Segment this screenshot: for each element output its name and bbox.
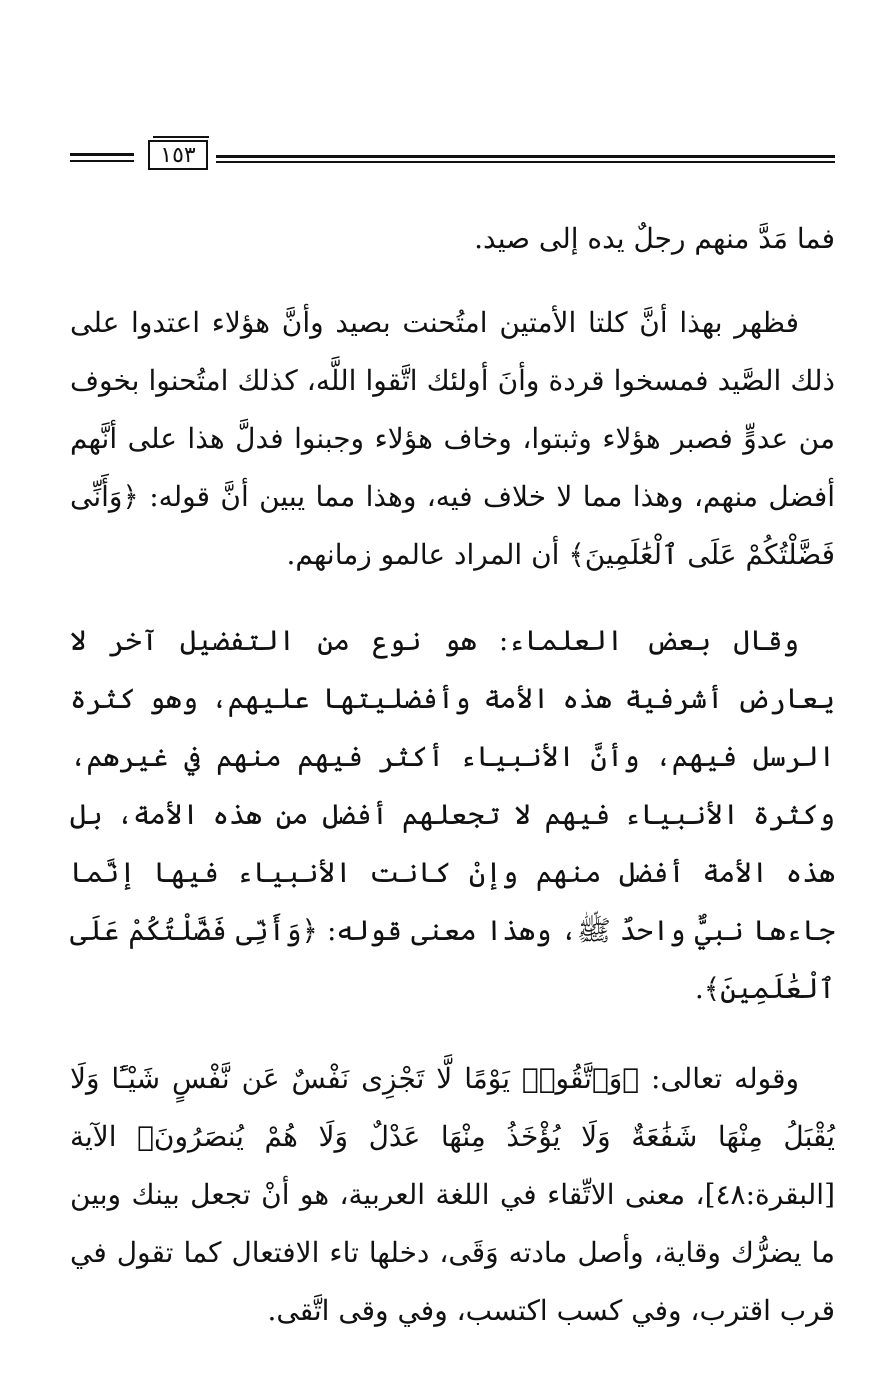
page-number: ١٥٣: [148, 140, 208, 170]
paragraph-3: وقال بعض العلماء: هو نوع من التفضيل آخر لا يعارض أشرفية هذه الأمة وأفضليتها عليهم، وهو كثرة الرسل فيهم، وأنَّ الأنبياء أكثر فيهم منهم في غيرهم، وكثرة الأنبياء فيهم لا تجعلهم أفضل من هذه الأمة، بل هذه الأمة أفضل منهم وإنْ كانت الأنبياء فيها إنَّما جاءها نبيٌّ واحدٌ ﷺ، وهذا معنى قوله: ﴿وَأَنِّى فَضَّلْتُكُمْ عَلَى ٱلْعَٰلَمِينَ﴾.: [70, 624, 835, 1005]
page-header: [70, 138, 835, 178]
header-rule-short-thin: [70, 160, 134, 162]
paragraph-4: وقوله تعالى: ﴿وَٱتَّقُوا۟ يَوْمًا لَّا تَجْزِى نَفْسٌ عَن نَّفْسٍ شَيْـًٔا وَلَا يُقْبَلُ مِنْهَا شَفَٰعَةٌ وَلَا يُؤْخَذُ مِنْهَا عَدْلٌ وَلَا هُمْ يُنصَرُونَ﴾ الآية [البقرة:٤٨]، معنى الاتِّقاء في اللغة العربية، هو أنْ تجعل بينك وبين ما يضرُّك وقاية، وأصل مادته وَقَى، دخلها تاء الافتعال كما تقول في قرب اقترب، وفي كسب اكتسب، وفي وقى اتَّقى.: [70, 1062, 835, 1327]
paragraph-2: فظهر بهذا أنَّ كلتا الأمتين امتُحنت بصيد وأنَّ هؤلاء اعتدوا على ذلك الصَّيد فمسخوا قردة وأنَ أولئك اتَّقوا اللَّه، كذلك امتُحنوا بخوف من عدوٍّ فصبر هؤلاء وثبتوا، وخاف هؤلاء وجبنوا فدلَّ هذا على أنَّهم أفضل منهم، وهذا مما لا خلاف فيه، وهذا مما يبين أنَّ قوله: ﴿وَأَنِّى فَضَّلْتُكُمْ عَلَى ٱلْعَٰلَمِينَ﴾ أن المراد عالمو زمانهم.: [70, 306, 835, 571]
header-rule-long: [216, 155, 835, 158]
paragraph-1: فما مَدَّ منهم رجلٌ يده إلى صيد.: [474, 222, 835, 255]
header-rule-short: [70, 153, 134, 156]
header-rule-long-thin: [216, 161, 835, 163]
page-body: [70, 210, 835, 1340]
